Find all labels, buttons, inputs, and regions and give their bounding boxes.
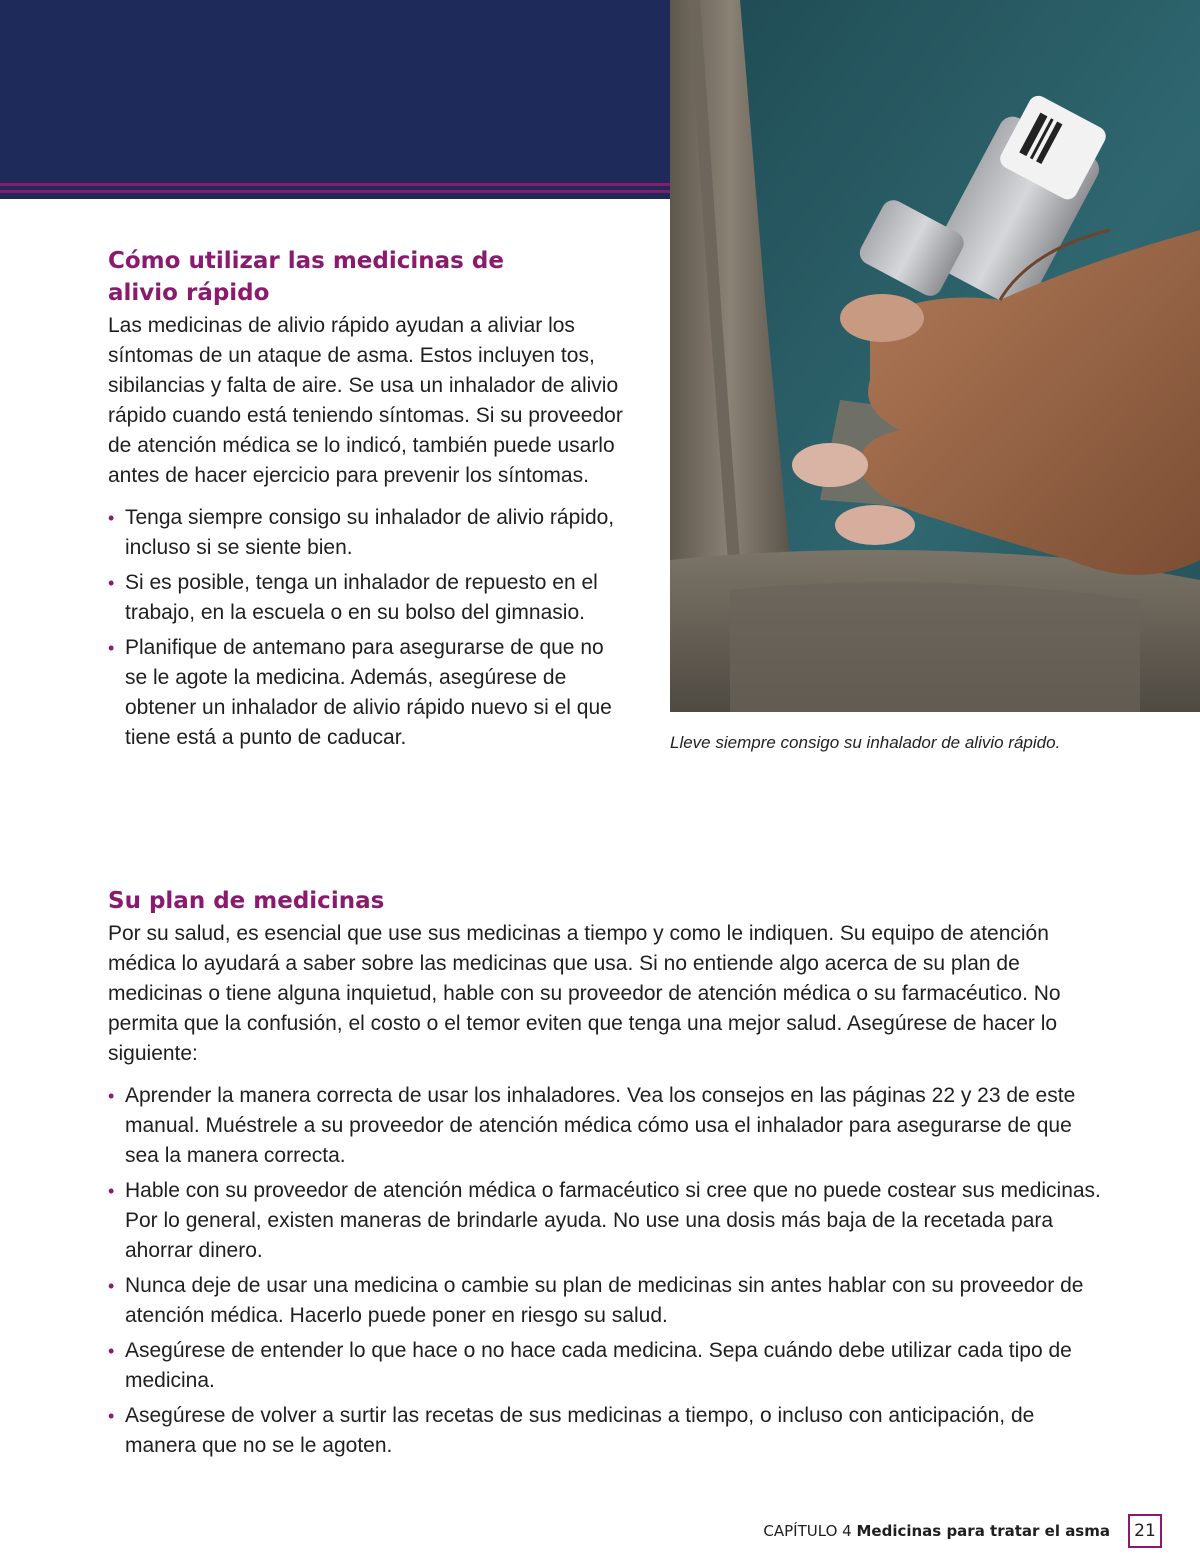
section-heading <box>108 245 628 309</box>
section-paragraph: Por su salud, es esencial que use sus medicinas a tiempo y como le indiquen. Su equipo de atención médica lo ayudará a saber sobre las medicinas que usa. Si no entiende algo acerca de su plan de medicinas o tiene alguna inquietud, hable con su proveedor de atención médica o su farmacéutico. No permita que la confusión, el costo o el temor eviten que tenga una mejor salud. Asegúrese de hacer lo siguiente: <box>108 922 1061 1065</box>
header-band <box>0 0 670 183</box>
heading-line: alivio rápido <box>108 280 270 306</box>
photo-caption: Lleve siempre consigo su inhalador de alivio rápido. <box>670 733 1061 752</box>
list-item: • Planifique de antemano para asegurarse de que no se le agote la medicina. Además, asegúrese de obtener un inhalador de alivio rápido nuevo si el que tiene está a punto de caducar. <box>108 633 628 753</box>
chapter-title: Medicinas para tratar el asma <box>856 1522 1110 1540</box>
bullet-list <box>108 1081 1108 1461</box>
list-item: • Aprender la manera correcta de usar los inhaladores. Vea los consejos en las páginas 22 y 23 de este manual. Muéstrele a su proveedor de atención médica cómo usa el inhalador para asegurarse de que sea la manera correcta. <box>108 1081 1108 1171</box>
list-item: • Tenga siempre consigo su inhalador de alivio rápido, incluso si se siente bien. <box>108 503 628 563</box>
page-number: 21 <box>1128 1514 1162 1548</box>
list-item: • Hable con su proveedor de atención médica o farmacéutico si cree que no puede costear sus medicinas. Por lo general, existen maneras de brindarle ayuda. No use una dosis más baja de la recetada para ahorrar dinero. <box>108 1176 1108 1266</box>
bullet-list <box>108 503 628 753</box>
list-item: • Asegúrese de entender lo que hace o no hace cada medicina. Sepa cuándo debe utilizar cada tipo de medicina. <box>108 1336 1108 1396</box>
inhaler-photo <box>670 0 1200 712</box>
list-item: • Si es posible, tenga un inhalador de repuesto en el trabajo, en la escuela o en su bolso del gimnasio. <box>108 568 628 628</box>
section-heading: Su plan de medicinas <box>108 888 385 914</box>
chapter-label: CAPÍTULO 4 <box>763 1522 852 1540</box>
section-paragraph: Las medicinas de alivio rápido ayudan a aliviar los síntomas de un ataque de asma. Estos incluyen tos, sibilancias y falta de aire. Se usa un inhalador de alivio rápido cuando está teniendo síntomas. Si su proveedor de atención médica se lo indicó, también puede usarlo antes de hacer ejercicio para prevenir los síntomas. <box>108 314 623 487</box>
medicine-plan-section <box>108 885 1108 1466</box>
list-item: • Nunca deje de usar una medicina o cambie su plan de medicinas sin antes hablar con su proveedor de atención médica. Hacerlo puede poner en riesgo su salud. <box>108 1271 1108 1331</box>
header-stripe <box>0 193 670 199</box>
list-item: • Asegúrese de volver a surtir las recetas de sus medicinas a tiempo, o incluso con anticipación, de manera que no se le agoten. <box>108 1401 1108 1461</box>
quick-relief-section <box>108 245 628 758</box>
heading-line: Cómo utilizar las medicinas de <box>108 248 504 274</box>
page-footer <box>763 1522 1110 1540</box>
